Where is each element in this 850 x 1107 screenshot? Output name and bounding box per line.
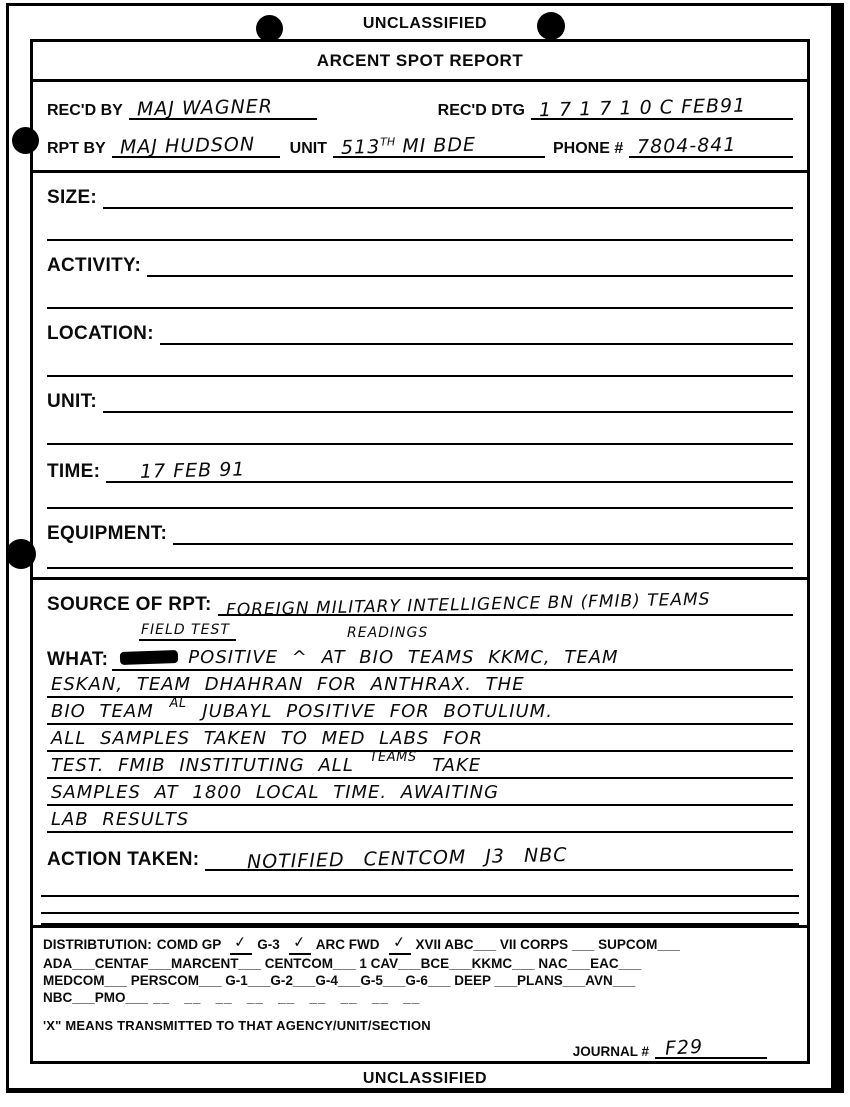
size-line <box>103 207 793 209</box>
source-label: SOURCE OF RPT: <box>47 594 212 616</box>
checkmark-icon: ✓ <box>391 932 408 952</box>
action-label: ACTION TAKEN: <box>47 849 200 871</box>
unit-label: UNIT <box>289 140 327 158</box>
recd-by-line <box>129 96 317 120</box>
distribution-line-2: ADA___CENTAF___MARCENT___ CENTCOM___ 1 CAV___BCE___KKMC___ NAC___EAC___ <box>43 956 642 972</box>
journal-value: F29 <box>664 1036 704 1061</box>
hole-punch-icon <box>537 12 565 40</box>
dist-line-1-rest: XVII ABC___ VII CORPS ___ SUPCOM___ <box>415 937 680 953</box>
activity-line <box>147 275 793 277</box>
unit-section <box>47 391 793 445</box>
size-section <box>47 187 793 241</box>
what-line-7: LAB RESULTS <box>47 806 793 833</box>
what-line-1 <box>112 644 793 671</box>
distribution-line-1 <box>43 932 797 955</box>
time-value: 17 FEB 91 <box>139 458 246 484</box>
unit-field-label: UNIT: <box>47 391 98 413</box>
action-line <box>205 844 793 874</box>
blank-line <box>47 345 793 377</box>
blank-line <box>41 914 799 925</box>
inserted-word: AL <box>169 696 187 712</box>
distribution-label: DISTRIBTUTION: <box>43 937 152 953</box>
journal-label: JOURNAL # <box>572 1044 649 1060</box>
form-title: ARCENT SPOT REPORT <box>33 42 807 82</box>
check-blank <box>230 932 252 955</box>
equipment-line <box>173 543 793 545</box>
activity-label: ACTIVITY: <box>47 255 142 277</box>
action-section <box>47 844 793 874</box>
phone-line <box>629 134 793 158</box>
unit-value: 513TH MI BDE <box>340 133 477 159</box>
action-value: NOTIFIED CENTCOM J3 NBC <box>247 844 569 874</box>
blank-dashes: __ __ __ __ __ __ __ __ __ <box>153 990 421 1006</box>
what-line-2: ESKAN, TEAM DHAHRAN FOR ANTHRAX. THE <box>47 671 793 698</box>
received-row <box>47 96 793 120</box>
recd-dtg-label: REC'D DTG <box>437 102 525 119</box>
distribution-line-3: MEDCOM___ PERSCOM___ G-1___G-2___G-4___G-5___G-6___ DEEP ___PLANS___AVN___ <box>43 973 636 989</box>
classification-banner-top: UNCLASSIFIED <box>362 15 488 32</box>
what-line-5: TEST. FMIB INSTITUTING ALL $^{TEAMS}$ TAKE <box>47 752 793 779</box>
scribble-redaction-icon <box>120 650 178 665</box>
size-label: SIZE: <box>47 187 98 209</box>
phone-label: PHONE # <box>553 140 624 158</box>
checkmark-icon: ✓ <box>233 932 249 952</box>
recd-by-value: MAJ WAGNER <box>136 95 274 121</box>
check-blank <box>289 932 311 955</box>
blank-line <box>41 897 799 914</box>
what-line-4: ALL SAMPLES TAKEN TO MED LABS FOR <box>47 725 793 752</box>
dist-item-arc-fwd: ARC FWD <box>315 937 380 953</box>
check-blank <box>389 932 411 955</box>
classification-banner-bottom: UNCLASSIFIED <box>362 1070 488 1087</box>
dist-item-g3: G-3 <box>257 937 280 953</box>
source-section <box>47 589 793 621</box>
what-line-3: BIO TEAM $^{AL}$ JUBAYL POSITIVE FOR BOTULIUM. <box>47 698 793 725</box>
inserted-word: TEAMS <box>369 750 417 766</box>
rpt-by-label: RPT BY <box>47 140 106 158</box>
recd-dtg-line <box>531 96 793 120</box>
journal-line <box>655 1035 767 1059</box>
source-value: FOREIGN MILITARY INTELLIGENCE BN (FMIB) TEAMS <box>225 589 711 621</box>
spot-report-form <box>30 39 810 1064</box>
location-line <box>160 343 793 345</box>
transmitted-note: 'X" MEANS TRANSMITTED TO THAT AGENCY/UNIT/SECTION <box>43 1018 431 1034</box>
blank-line <box>47 413 793 445</box>
unit-line <box>333 134 545 158</box>
blank-line <box>47 277 793 309</box>
time-line <box>106 459 793 483</box>
phone-value: 7804-841 <box>637 134 737 159</box>
distribution-line-4: NBC___PMO___ __ __ __ __ __ __ __ __ __ <box>43 990 421 1006</box>
recd-by-label: REC'D BY <box>47 102 123 119</box>
activity-section <box>47 255 793 309</box>
location-label: LOCATION: <box>47 323 154 345</box>
rpt-by-line <box>112 134 280 158</box>
what-section <box>47 622 793 833</box>
blank-line <box>47 545 793 569</box>
equipment-section <box>47 523 793 569</box>
distribution-block <box>33 925 807 1073</box>
what-line-6: SAMPLES AT 1800 LOCAL TIME. AWAITING <box>47 779 793 806</box>
time-section <box>47 459 793 509</box>
rpt-by-value: MAJ HUDSON <box>119 133 255 159</box>
recd-dtg-value: 1 7 1 7 1 0 C FEB91 <box>538 94 747 122</box>
what-label: WHAT: <box>47 649 109 671</box>
hole-punch-icon <box>256 15 283 42</box>
time-label: TIME: <box>47 461 101 483</box>
hole-punch-icon <box>6 539 36 569</box>
blank-line <box>47 209 793 241</box>
hole-punch-icon <box>12 127 39 154</box>
what-line-1-text: POSITIVE ^ AT BIO TEAMS KKMC, TEAM <box>188 647 619 669</box>
equipment-label: EQUIPMENT: <box>47 523 168 545</box>
blank-line <box>47 483 793 509</box>
action-blank-lines <box>41 871 799 925</box>
unit-field-line <box>103 411 793 413</box>
reported-row <box>47 134 793 158</box>
checkmark-icon: ✓ <box>292 932 308 952</box>
form-header-block <box>33 82 807 173</box>
blank-line <box>41 871 799 897</box>
handwritten-annotation-readings: READINGS <box>347 625 429 642</box>
dist-item-comd-gp: COMD GP <box>156 937 222 953</box>
source-line <box>218 589 793 621</box>
section-divider <box>33 577 807 580</box>
journal-row <box>43 1035 767 1059</box>
location-section <box>47 323 793 377</box>
handwritten-annotation-field-test: FIELD TEST <box>139 622 236 641</box>
